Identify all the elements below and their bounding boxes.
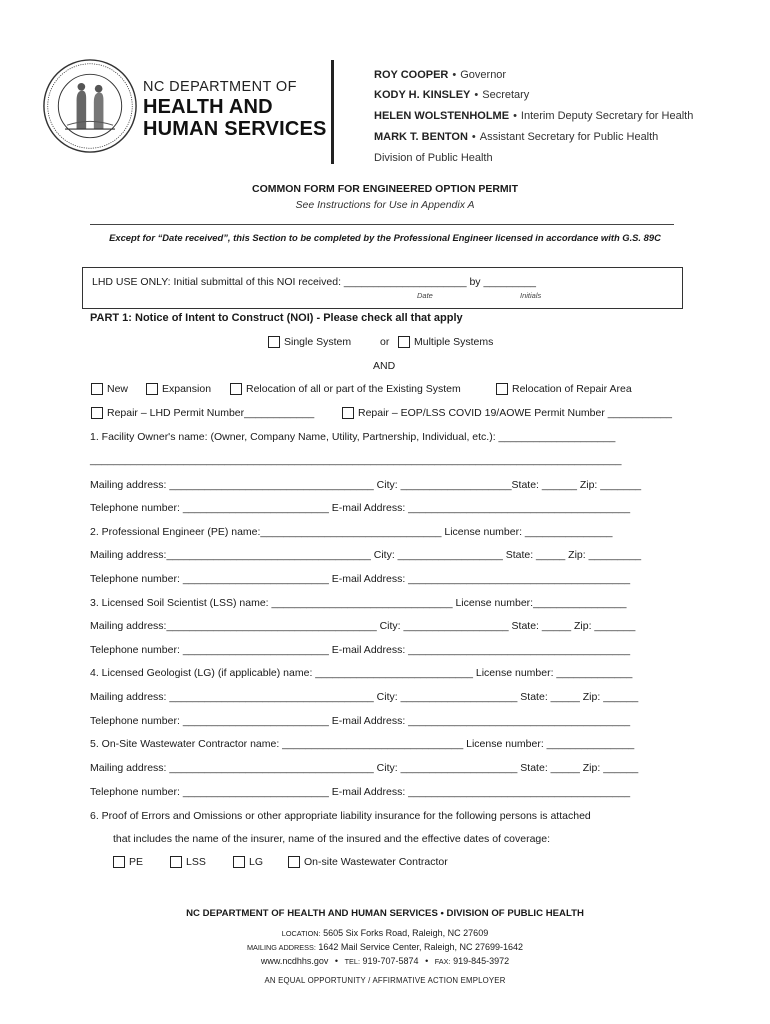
lg-telephone-email-field[interactable]: Telephone number: _________________________ E-mail Address: ______________________________________ (90, 715, 631, 727)
dept-line-3: HUMAN SERVICES (143, 117, 327, 140)
multiple-systems-option[interactable] (398, 336, 493, 348)
insurance-pe-checkbox[interactable] (113, 856, 125, 868)
facility-owner-field[interactable]: 1. Facility Owner's name: (Owner, Company Name, Utility, Partnership, Individual, etc.): ____________________ (90, 431, 616, 443)
official-governor: ROY COOPER • Governor (374, 69, 507, 81)
expansion-option[interactable]: Expansion (146, 383, 211, 395)
owner-mailing-address-field[interactable]: Mailing address: ___________________________________ City: ___________________State: ______ Zip: _______ (90, 479, 642, 491)
insurance-pe-option[interactable]: PE (113, 856, 143, 868)
new-checkbox[interactable] (91, 383, 103, 395)
repair-lhd-checkbox[interactable] (91, 407, 103, 419)
except-note: Except for “Date received”, this Section to be completed by the Professional Engineer licensed in accordance with G.S. 89C (109, 232, 661, 243)
footer-location: LOCATION: 5605 Six Forks Road, Raleigh, NC 27609 (281, 928, 489, 938)
relocation-existing-option[interactable]: Relocation of all or part of the Existing System (230, 383, 461, 395)
insurance-contractor-option[interactable]: On-site Wastewater Contractor (288, 856, 448, 868)
footer-eeo-statement: AN EQUAL OPPORTUNITY / AFFIRMATIVE ACTION EMPLOYER (264, 976, 506, 985)
nc-state-seal-logo (42, 58, 138, 154)
pe-telephone-email-field[interactable]: Telephone number: _________________________ E-mail Address: ______________________________________ (90, 573, 631, 585)
single-system-label: Single System (284, 336, 352, 348)
part1-heading: PART 1: Notice of Intent to Construct (NOI) - Please check all that apply (90, 312, 463, 324)
multiple-systems-checkbox[interactable] (398, 336, 410, 348)
expansion-checkbox[interactable] (146, 383, 158, 395)
insurance-lg-checkbox[interactable] (233, 856, 245, 868)
facility-owner-continued-field[interactable]: ___________________________________________________________________________________________ (90, 454, 622, 466)
insurance-question: 6. Proof of Errors and Omissions or other appropriate liability insurance for the following persons is attached (90, 810, 591, 822)
relocation-repair-option[interactable]: Relocation of Repair Area (496, 383, 632, 395)
relocation-repair-checkbox[interactable] (496, 383, 508, 395)
official-secretary: KODY H. KINSLEY • Secretary (374, 89, 530, 101)
footer-mailing-address: MAILING ADDRESS: 1642 Mail Service Center, Raleigh, NC 27699-1642 (246, 942, 524, 952)
contractor-telephone-email-field[interactable]: Telephone number: _________________________ E-mail Address: ______________________________________ (90, 786, 631, 798)
single-system-checkbox[interactable] (268, 336, 280, 348)
header-divider (331, 60, 334, 164)
lhd-received-field[interactable]: LHD USE ONLY: Initial submittal of this NOI received: _____________________ by _________ (92, 276, 537, 288)
department-logotype (143, 80, 327, 139)
pe-name-field[interactable]: 2. Professional Engineer (PE) name:_______________________________ License number: _______________ (90, 526, 613, 538)
or-label: or (380, 336, 390, 348)
lss-telephone-email-field[interactable]: Telephone number: _________________________ E-mail Address: ______________________________________ (90, 644, 631, 656)
new-option[interactable]: New (91, 383, 128, 395)
repair-eop-option[interactable]: Repair – EOP/LSS COVID 19/AOWE Permit Number ___________ (342, 407, 672, 419)
dept-line-2: HEALTH AND (143, 95, 273, 118)
owner-telephone-email-field[interactable]: Telephone number: _________________________ E-mail Address: ______________________________________ (90, 502, 631, 514)
lhd-use-only-box (82, 267, 683, 309)
relocation-existing-checkbox[interactable] (230, 383, 242, 395)
lg-name-field[interactable]: 4. Licensed Geologist (LG) (if applicable) name: ___________________________ License number: _____________ (90, 667, 633, 679)
contractor-name-field[interactable]: 5. On-Site Wastewater Contractor name: _______________________________ License number: _______________ (90, 738, 635, 750)
footer-website-link[interactable]: www.ncdhhs.gov (260, 956, 329, 966)
insurance-question-continued: that includes the name of the insurer, name of the insured and the effective dates of coverage: (113, 833, 551, 845)
form-title: COMMON FORM FOR ENGINEERED OPTION PERMIT (251, 183, 518, 195)
division-name: Division of Public Health (374, 152, 493, 164)
lg-mailing-address-field[interactable]: Mailing address: ___________________________________ City: ____________________ State: _____ Zip: ______ (90, 691, 639, 703)
insurance-lss-option[interactable]: LSS (170, 856, 206, 868)
single-system-option[interactable] (268, 336, 351, 348)
and-label: AND (373, 360, 396, 372)
official-assistant-secretary: MARK T. BENTON • Assistant Secretary for Public Health (374, 131, 659, 143)
footer-department: NC DEPARTMENT OF HEALTH AND HUMAN SERVICES • DIVISION OF PUBLIC HEALTH (186, 908, 584, 919)
dept-line-1: NC DEPARTMENT OF (143, 79, 297, 95)
footer-contact: www.ncdhhs.gov • TEL: 919-707-5874 • FAX: 919-845-3972 (260, 956, 510, 966)
multiple-systems-label: Multiple Systems (414, 336, 494, 348)
repair-lhd-option[interactable]: Repair – LHD Permit Number____________ (91, 407, 314, 419)
lss-name-field[interactable]: 3. Licensed Soil Scientist (LSS) name: _______________________________ License number:________________ (90, 597, 627, 609)
pe-mailing-address-field[interactable]: Mailing address:___________________________________ City: __________________ State: _____ Zip: _________ (90, 549, 642, 561)
insurance-contractor-checkbox[interactable] (288, 856, 300, 868)
repair-eop-checkbox[interactable] (342, 407, 354, 419)
form-subtitle: See Instructions for Use in Appendix A (295, 199, 475, 211)
official-deputy-secretary: HELEN WOLSTENHOLME • Interim Deputy Secretary for Health (374, 110, 694, 122)
contractor-mailing-address-field[interactable]: Mailing address: ___________________________________ City: ____________________ State: _____ Zip: ______ (90, 762, 639, 774)
insurance-lss-checkbox[interactable] (170, 856, 182, 868)
lhd-initials-caption: Initials (520, 291, 542, 300)
lss-mailing-address-field[interactable]: Mailing address:____________________________________ City: __________________ State: _____ Zip: _______ (90, 620, 636, 632)
insurance-lg-option[interactable]: LG (233, 856, 263, 868)
title-rule (90, 224, 674, 225)
lhd-date-caption: Date (417, 291, 433, 300)
